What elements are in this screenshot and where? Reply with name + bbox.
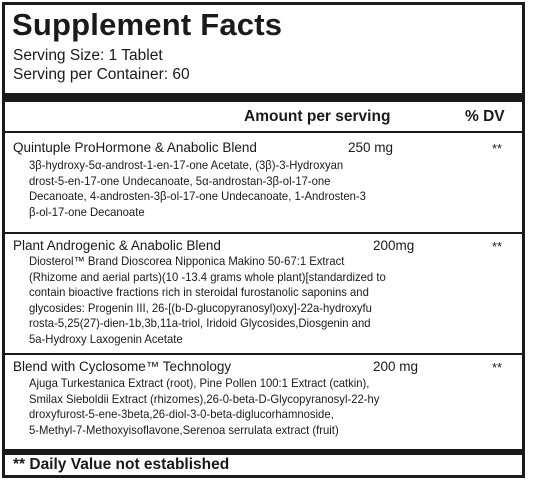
ingredient-line: rosta-5,25(27)-dien-1b,3b,11a-triol, Iridoid Glycosides,Diosgenin and [29, 316, 371, 331]
divider [5, 353, 522, 355]
divider [5, 232, 522, 234]
amount-per-serving-header: Amount per serving [244, 108, 391, 125]
blend-ingredients [29, 158, 471, 220]
ingredient-line: β-ol-17-one Decanoate [29, 204, 145, 219]
thick-divider [5, 449, 522, 455]
ingredient-line: 5-Methyl-7-Methoxyisoflavone,Serenoa serrulata extract (fruit) [29, 422, 339, 437]
servings-per-container: Serving per Container: 60 [13, 66, 190, 83]
panel-title: Supplement Facts [12, 7, 283, 42]
blend-dv: ** [492, 360, 503, 375]
blend-name: Blend with Cyclosome™ Technology [13, 359, 232, 374]
thick-divider [5, 93, 522, 102]
ingredient-line: 3β-hydroxy-5α-androst-1-en-17-one Acetate, (3β)-3-Hydroxyan [29, 158, 344, 172]
ingredient-line: glycosides: Progenin III, 26-[(b-D-glucopyranosyl)oxy]-22a-hydroxyfu [29, 300, 372, 315]
ingredient-line: droxyfurost-5-ene-3beta,26-diol-3-0-beta-diglucorhamnoside, [29, 407, 334, 422]
ingredient-line: Decanoate, 4-androsten-3β-ol-17-one Undecanoate, 1-Androsten-3 [29, 189, 366, 204]
ingredient-line: Diosterol™ Brand Dioscorea Nipponica Makino 50-67:1 Extract [29, 254, 345, 268]
supplement-facts-panel [2, 2, 525, 478]
ingredient-line: (Rhizome and aerial parts)(10 -13.4 grams whole plant)[standardized to [29, 269, 386, 284]
blend-amount: 200mg [373, 238, 415, 253]
ingredient-line: Ajuga Turkestanica Extract (root), Pine Pollen 100:1 Extract (catkin), [29, 376, 370, 390]
daily-value-header: % DV [465, 108, 505, 125]
ingredient-line: Smilax Sieboldii Extract (rhizomes),26-0-beta-D-Glycopyranosyl-22-hy [29, 391, 380, 406]
blend-amount: 250 mg [348, 140, 394, 155]
ingredient-line: contain bioactive fractions rich in steroidal furostanolic saponins and [29, 285, 369, 300]
footnote: ** Daily Value not established [13, 456, 230, 473]
blend-amount: 200 mg [373, 359, 419, 374]
ingredient-line: drost-5-en-17-one Undecanoate, 5α-androstan-3β-ol-17-one [29, 173, 331, 188]
blend-dv: ** [492, 239, 503, 254]
blend-ingredients [29, 254, 471, 348]
ingredient-line: 5a-Hydroxy Laxogenin Acetate [29, 331, 183, 346]
serving-size: Serving Size: 1 Tablet [13, 47, 163, 64]
blend-dv: ** [492, 141, 503, 156]
divider [5, 131, 522, 133]
blend-name: Plant Androgenic & Anabolic Blend [13, 238, 221, 253]
blend-name: Quintuple ProHormone & Anabolic Blend [13, 140, 257, 155]
blend-ingredients [29, 376, 471, 438]
